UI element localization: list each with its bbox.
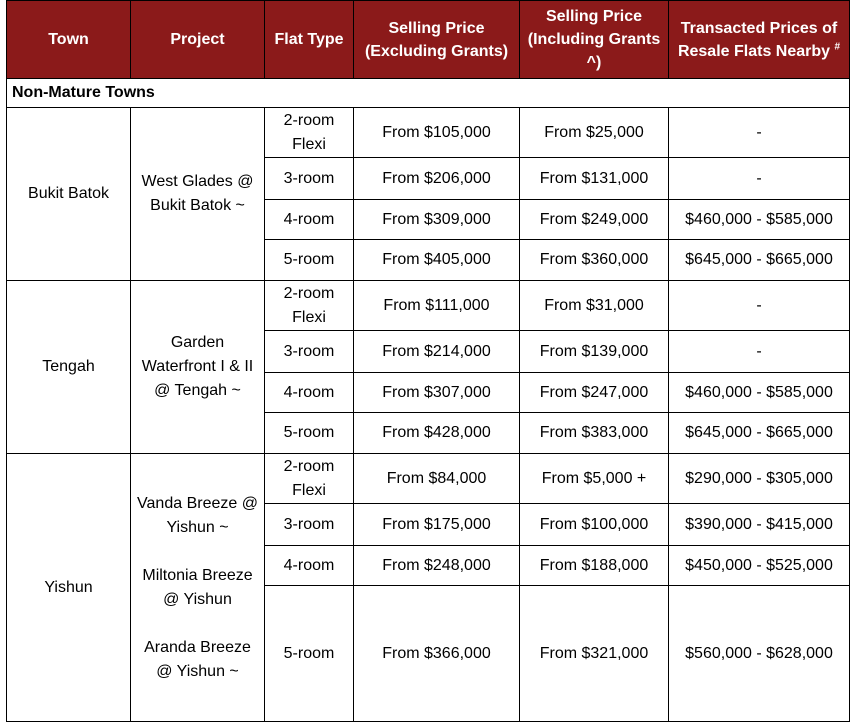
price-excluding-cell: From $405,000 — [354, 240, 520, 281]
flat-type-cell: 2-room Flexi — [265, 108, 354, 158]
project-name: West Glades @ Bukit Batok ~ — [141, 173, 254, 214]
price-excluding-cell: From $206,000 — [354, 158, 520, 200]
price-excluding-cell: From $366,000 — [354, 586, 520, 722]
price-excluding-cell: From $307,000 — [354, 373, 520, 413]
flat-type-cell: 2-room Flexi — [265, 454, 354, 504]
price-including-cell: From $321,000 — [520, 586, 669, 722]
project-name: Vanda Breeze @ Yishun ~ — [137, 494, 258, 536]
price-excluding-cell: From $214,000 — [354, 331, 520, 373]
price-including-cell: From $360,000 — [520, 240, 669, 281]
price-including-cell: From $5,000 + — [520, 454, 669, 504]
price-including-cell: From $188,000 — [520, 546, 669, 586]
price-including-cell: From $25,000 — [520, 108, 669, 158]
resale-range-cell: - — [669, 108, 850, 158]
flat-type-cell: 5-room — [265, 413, 354, 454]
project-cell — [131, 281, 265, 454]
resale-range-cell: $460,000 - $585,000 — [669, 373, 850, 413]
resale-range-cell: $560,000 - $628,000 — [669, 586, 850, 722]
project-name: Miltonia Breeze @ Yishun — [142, 566, 253, 608]
resale-range-cell: $290,000 - $305,000 — [669, 454, 850, 504]
header-price-excluding-grants: Selling Price (Excluding Grants) — [354, 1, 520, 79]
flat-prices-table — [6, 0, 850, 722]
header-project: Project — [131, 1, 265, 79]
table-row — [7, 281, 850, 331]
flat-type-cell: 3-room — [265, 331, 354, 373]
price-excluding-cell: From $111,000 — [354, 281, 520, 331]
town-cell: Yishun — [7, 454, 131, 722]
project-name: Aranda Breeze @ Yishun ~ — [144, 638, 251, 680]
price-including-cell: From $383,000 — [520, 413, 669, 454]
header-resale-prices — [669, 1, 850, 79]
header-flat-type: Flat Type — [265, 1, 354, 79]
flat-type-cell: 4-room — [265, 200, 354, 240]
flat-type-cell: 2-room Flexi — [265, 281, 354, 331]
resale-range-cell: - — [669, 331, 850, 373]
price-excluding-cell: From $309,000 — [354, 200, 520, 240]
project-cell — [131, 108, 265, 281]
header-resale-footnote-mark: # — [834, 41, 841, 53]
flat-type-cell: 3-room — [265, 158, 354, 200]
price-including-cell: From $31,000 — [520, 281, 669, 331]
section-row — [7, 79, 850, 108]
table-row — [7, 454, 850, 504]
project-cell — [131, 454, 265, 722]
flat-type-cell: 5-room — [265, 586, 354, 722]
town-cell: Tengah — [7, 281, 131, 454]
section-title: Non-Mature Towns — [7, 79, 850, 108]
table-row — [7, 108, 850, 158]
price-excluding-cell: From $428,000 — [354, 413, 520, 454]
resale-range-cell: $645,000 - $665,000 — [669, 240, 850, 281]
price-including-cell: From $247,000 — [520, 373, 669, 413]
price-including-cell: From $100,000 — [520, 504, 669, 546]
flat-type-cell: 3-room — [265, 504, 354, 546]
resale-range-cell: - — [669, 281, 850, 331]
resale-range-cell: $460,000 - $585,000 — [669, 200, 850, 240]
price-excluding-cell: From $175,000 — [354, 504, 520, 546]
header-town: Town — [7, 1, 131, 79]
resale-range-cell: $390,000 - $415,000 — [669, 504, 850, 546]
header-resale-label: Transacted Prices of Resale Flats Nearby — [677, 19, 838, 60]
price-including-cell: From $139,000 — [520, 331, 669, 373]
header-row — [7, 1, 850, 79]
flat-type-cell: 5-room — [265, 240, 354, 281]
header-price-including-grants: Selling Price (Including Grants ^) — [520, 1, 669, 79]
resale-range-cell: - — [669, 158, 850, 200]
town-cell: Bukit Batok — [7, 108, 131, 281]
flat-type-cell: 4-room — [265, 546, 354, 586]
price-including-cell: From $131,000 — [520, 158, 669, 200]
resale-range-cell: $450,000 - $525,000 — [669, 546, 850, 586]
price-excluding-cell: From $248,000 — [354, 546, 520, 586]
price-excluding-cell: From $105,000 — [354, 108, 520, 158]
flat-type-cell: 4-room — [265, 373, 354, 413]
price-excluding-cell: From $84,000 — [354, 454, 520, 504]
price-including-cell: From $249,000 — [520, 200, 669, 240]
project-name: Garden Waterfront I & II @ Tengah ~ — [141, 334, 254, 399]
resale-range-cell: $645,000 - $665,000 — [669, 413, 850, 454]
